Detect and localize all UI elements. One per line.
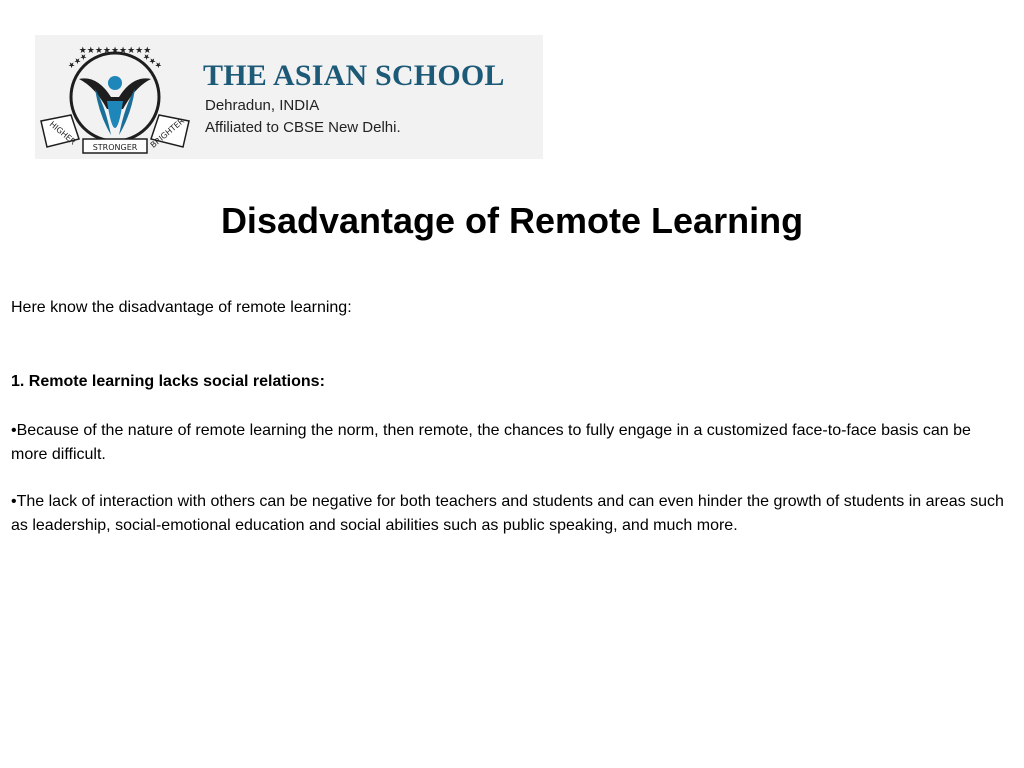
school-affiliation: Affiliated to CBSE New Delhi. <box>205 119 401 136</box>
bullet-point: •The lack of interaction with others can be negative for both teachers and students and can even hinder the growth of students in areas such as leadership, social-emotional education and social abilities such as public speaking, and much more. <box>11 493 1004 534</box>
section-heading: 1. Remote learning lacks social relations: <box>11 373 325 390</box>
slide-title: Disadvantage of Remote Learning <box>220 200 804 241</box>
emblem-head <box>108 76 122 90</box>
intro-text: Here know the disadvantage of remote learning: <box>11 299 352 316</box>
ribbon-middle-text: STRONGER <box>92 143 138 152</box>
svg-text:★★★: ★★★ <box>66 51 89 71</box>
svg-text:★★★★★★★★★: ★★★★★★★★★ <box>78 46 152 56</box>
ribbon-left-text: HIGHER <box>47 119 78 147</box>
bullet-point: •Because of the nature of remote learning the norm, then remote, the chances to fully engage in a customized face-to-face basis can be more difficult. <box>11 422 971 463</box>
emblem-body <box>107 101 123 128</box>
school-logo <box>35 35 543 159</box>
svg-text:★★★: ★★★ <box>141 51 164 71</box>
school-location: Dehradun, INDIA <box>205 97 320 114</box>
ribbon-right-text: BRIGHTER <box>148 116 187 150</box>
school-emblem-icon <box>35 35 195 159</box>
school-name: THE ASIAN SCHOOL <box>203 59 505 92</box>
